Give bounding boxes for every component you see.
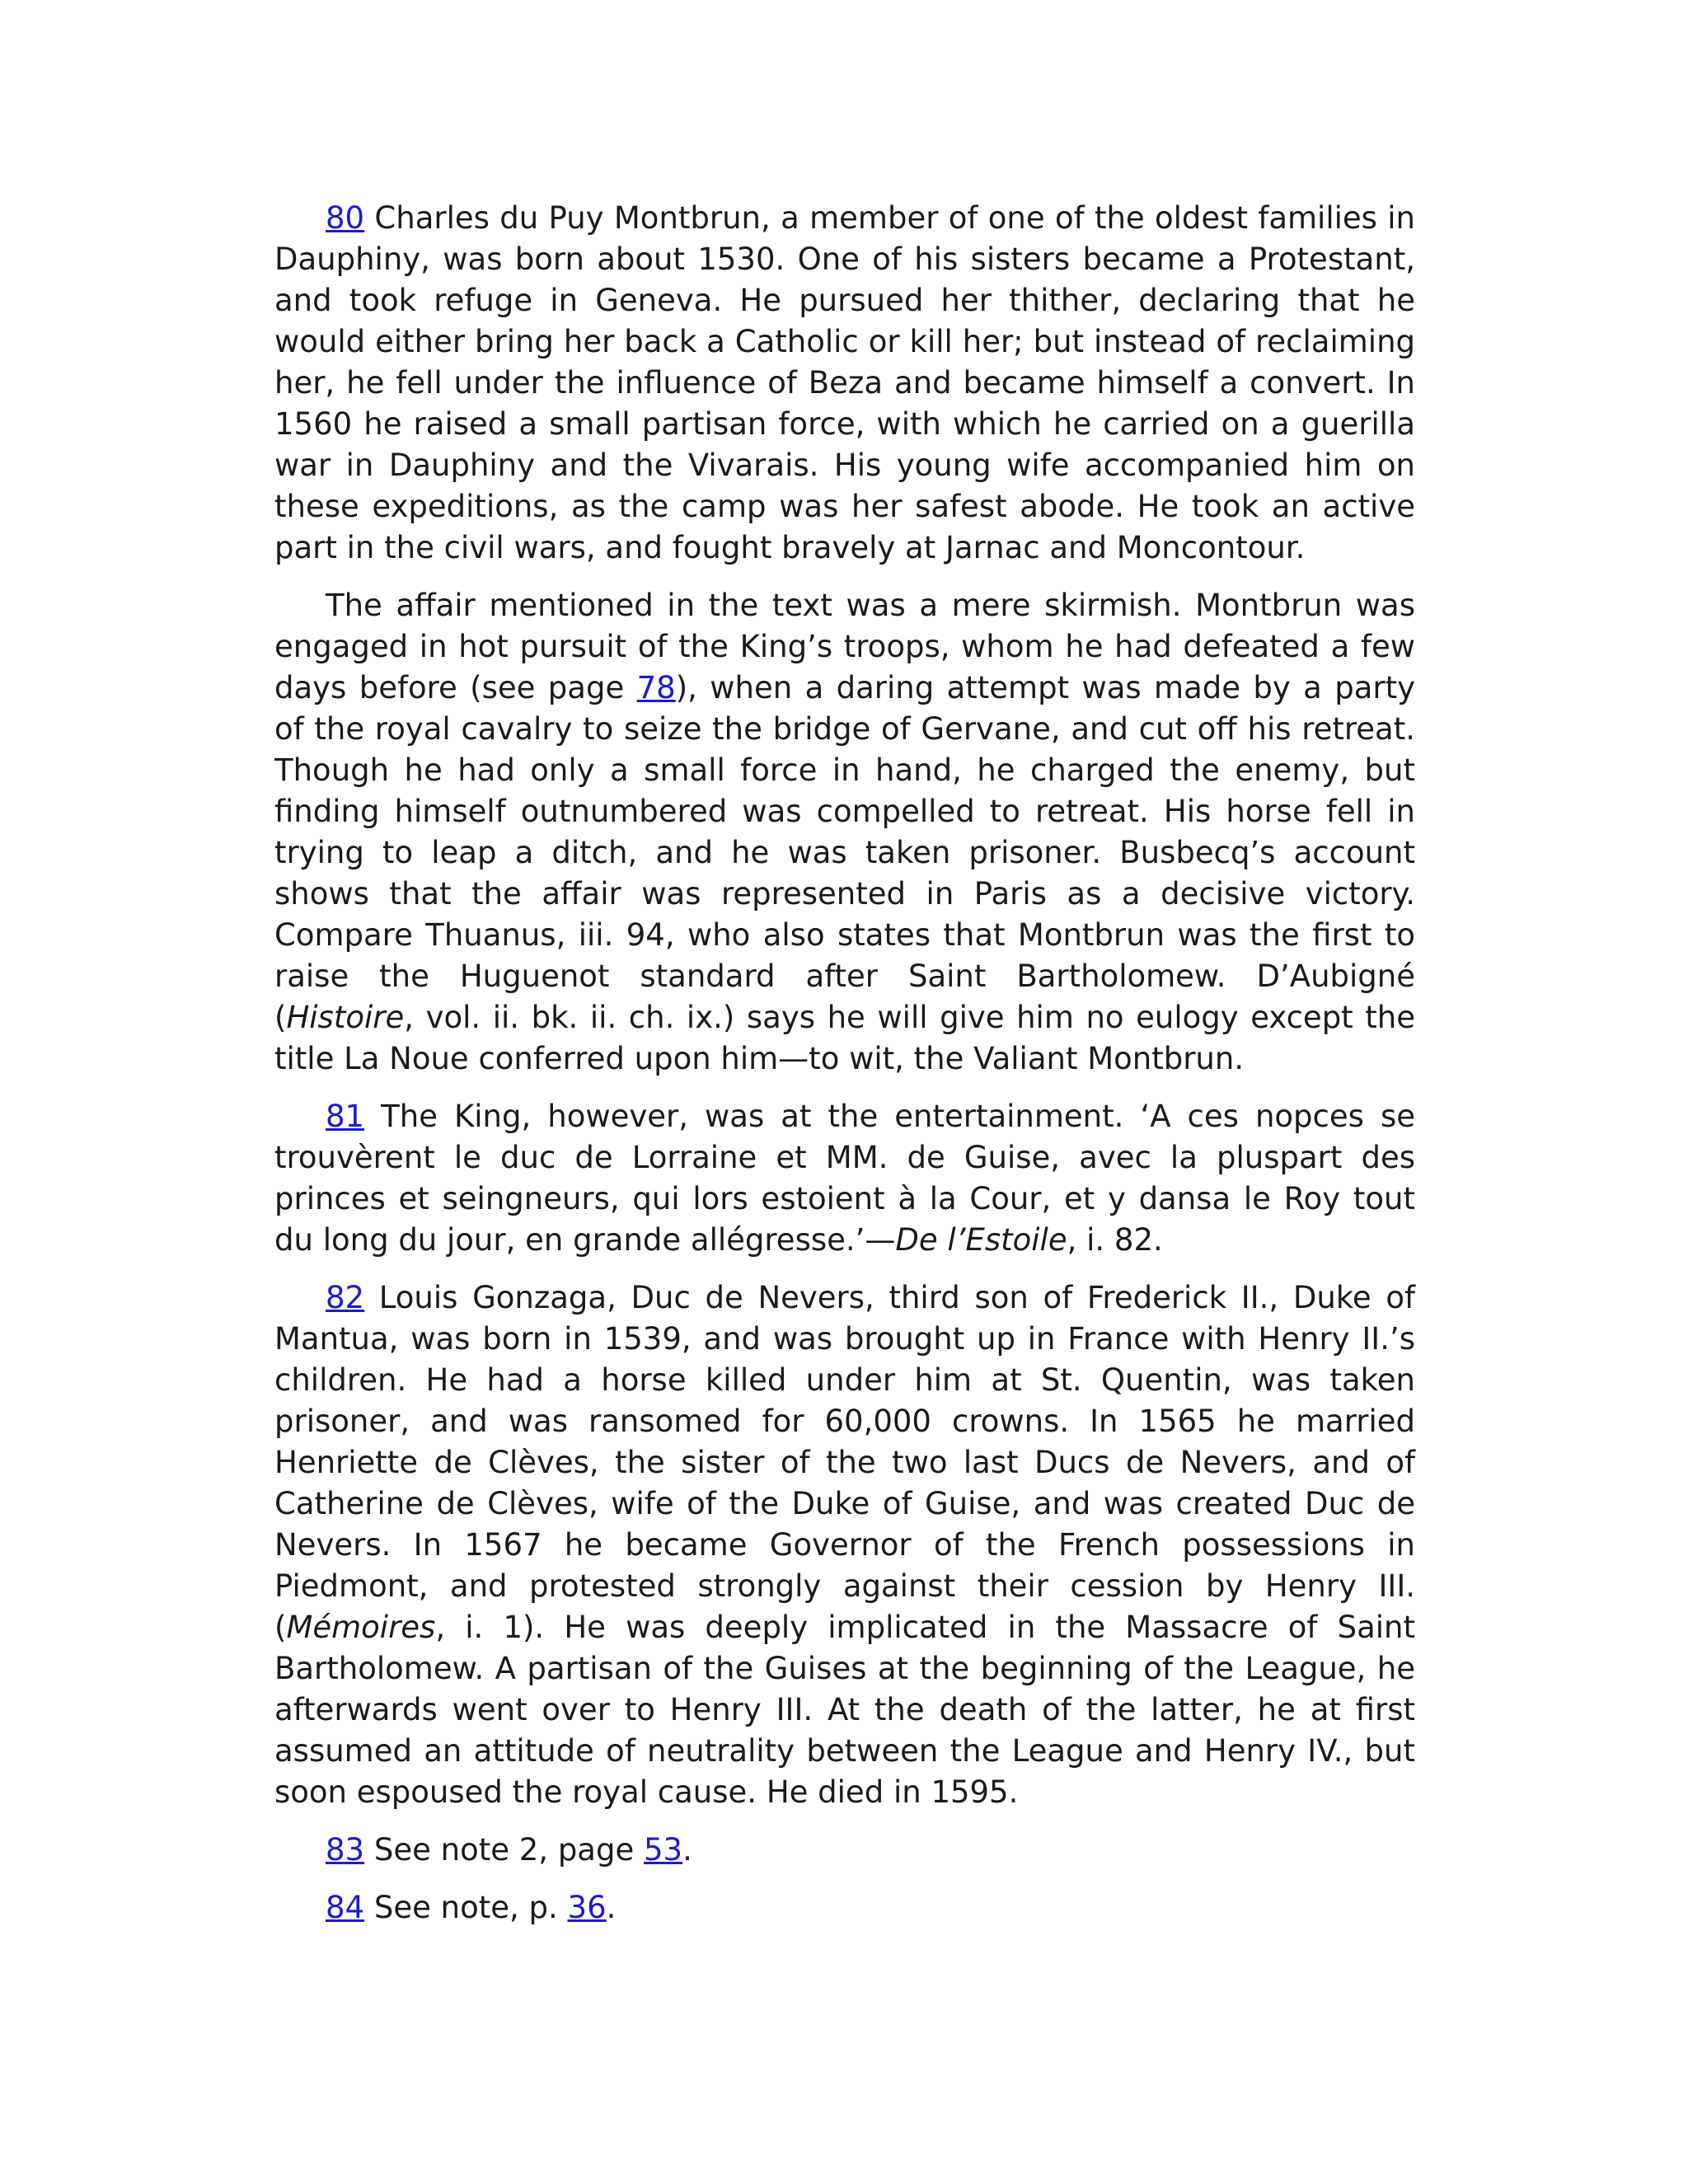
footnote-83 xyxy=(274,1830,1415,1871)
footnote-83-anchor-link[interactable]: 83 xyxy=(326,1832,365,1868)
footnote-82-anchor-link[interactable]: 82 xyxy=(326,1280,365,1315)
page-78-link[interactable]: 78 xyxy=(636,670,676,705)
de-lestoile-title: De l’Estoile xyxy=(895,1222,1067,1258)
footnote-81-text: The King, however, was at the entertainment. ‘A ces nopces se trouvèrent le duc de Lorraine et MM. de Guise, avec la pluspart des princes et seingneurs, qui lors estoient à la Cour, et y dansa le Roy tout du long du jour, en grande allégresse.’— xyxy=(274,1099,1415,1258)
footnote-82-text-2: , i. 1). He was deeply implicated in the Massacre of Saint Bartholomew. A partisan of the Guises at the beginning of the League, he afterwards went over to Henry III. At the death of the latter, he at first assumed an attitude of neutrality between the League and Henry IV., but soon espoused the royal cause. He died in 1595. xyxy=(274,1610,1415,1810)
page-53-link[interactable]: 53 xyxy=(643,1832,683,1868)
footnote-80-text: Charles du Puy Montbrun, a member of one of the oldest families in Dauphiny, was born about 1530. One of his sisters became a Protestant, and took refuge in Geneva. He pursued her thither, declaring that he would either bring her back a Catholic or kill her; but instead of reclaiming her, he fell under the influence of Beza and became himself a convert. In 1560 he raised a small partisan force, with which he carried on a guerilla war in Dauphiny and the Vivarais. His young wife accompanied him on these expeditions, as the camp was her safest abode. He took an active part in the civil wars, and fought bravely at Jarnac and Moncontour. xyxy=(274,200,1415,565)
footnote-81-anchor-link[interactable]: 81 xyxy=(326,1099,365,1134)
memoires-title: Mémoires xyxy=(286,1610,436,1645)
footnote-82 xyxy=(274,1277,1415,1813)
footnotes-page xyxy=(274,198,1415,1945)
page-36-link[interactable]: 36 xyxy=(567,1890,607,1925)
footnote-80-cont-text-2: ), when a daring attempt was made by a party of the royal cavalry to seize the bridge of Gervane, and cut off his retreat. Though he had only a small force in hand, he charged the enemy, but finding himself outnumbered was compelled to retreat. His horse fell in trying to leap a ditch, and he was taken prisoner. Busbecq’s account shows that the affair was represented in Paris as a decisive victory. Compare Thuanus, iii. 94, who also states that Montbrun was the first to raise the Huguenot standard after Saint Bartholomew. D’Aubigné ( xyxy=(274,670,1415,1035)
histoire-title: Histoire xyxy=(286,1000,405,1035)
footnote-80-anchor-link[interactable]: 80 xyxy=(326,200,365,236)
footnote-84-anchor-link[interactable]: 84 xyxy=(326,1890,365,1925)
footnote-84-text: See note, p. xyxy=(364,1890,568,1925)
footnote-82-text-1: Louis Gonzaga, Duc de Nevers, third son of Frederick II., Duke of Mantua, was born in 1539, and was brought up in France with Henry II.’s children. He had a horse killed under him at St. Quentin, was taken prisoner, and was ransomed for 60,000 crowns. In 1565 he married Henriette de Clèves, the sister of the two last Ducs de Nevers, and of Catherine de Clèves, wife of the Duke of Guise, and was created Duc de Nevers. In 1567 he became Governor of the French possessions in Piedmont, and protested strongly against their cession by Henry III. ( xyxy=(274,1280,1415,1645)
footnote-84-period: . xyxy=(606,1890,617,1925)
footnote-80 xyxy=(274,198,1415,569)
footnote-81 xyxy=(274,1096,1415,1261)
footnote-83-period: . xyxy=(682,1832,692,1868)
footnote-81-text-end: , i. 82. xyxy=(1067,1222,1163,1258)
footnote-80-cont-text-1: The affair mentioned in the text was a mere skirmish. Montbrun was engaged in hot pursuit of the King’s troops, whom he had defeated a few days before (see page xyxy=(274,588,1415,705)
footnote-80-cont-text-3: , vol. ii. bk. ii. ch. ix.) says he will give him no eulogy except the title La Noue conferred upon him—to wit, the Valiant Montbrun. xyxy=(274,1000,1415,1076)
footnote-84 xyxy=(274,1887,1415,1929)
footnote-83-text: See note 2, page xyxy=(364,1832,644,1868)
footnote-80-continuation xyxy=(274,585,1415,1080)
